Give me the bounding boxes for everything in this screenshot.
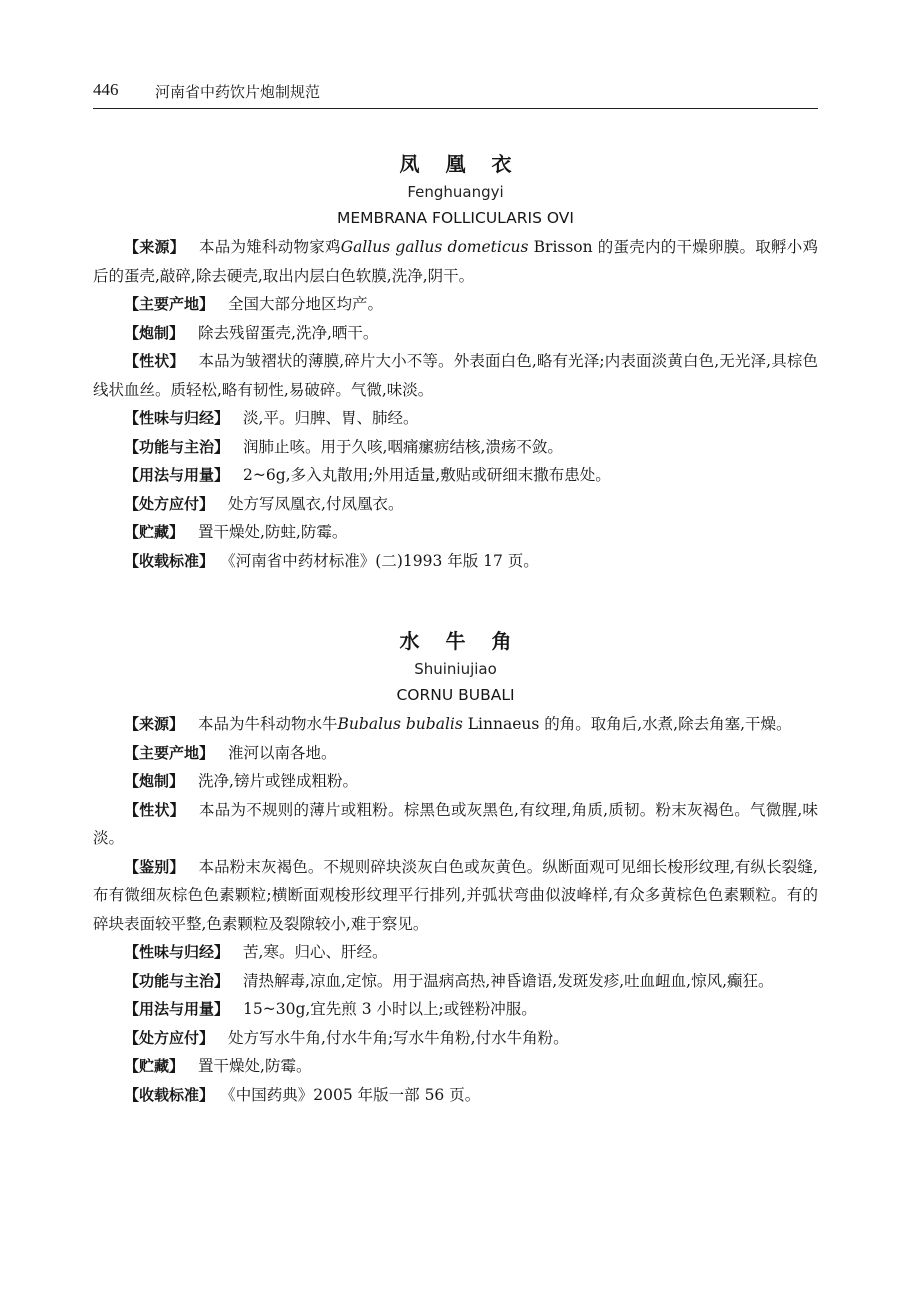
section-label: 【收载标准】 (124, 1085, 215, 1104)
section-list (93, 233, 818, 575)
section-text: Linnaeus 的角。取角后,水煮,除去角塞,干燥。 (462, 715, 792, 733)
section-property-meridian (93, 404, 818, 433)
section-label: 【处方应付】 (124, 1028, 215, 1047)
section-source (93, 710, 818, 739)
section-text: 淡,平。归脾、胃、肺经。 (243, 409, 419, 427)
section-usage-dosage (93, 461, 818, 490)
section-text: 苦,寒。归心、肝经。 (243, 943, 388, 961)
section-text: 《中国药典》2005 年版一部 56 页。 (228, 1085, 481, 1104)
section-label: 【用法与用量】 (124, 466, 230, 484)
section-text: 处方写凤凰衣,付凤凰衣。 (228, 494, 404, 513)
section-storage (93, 1052, 818, 1081)
section-label: 【处方应付】 (124, 494, 215, 513)
section-text: 2~6g,多入丸散用;外用适量,敷贴或研细末撒布患处。 (243, 466, 611, 484)
section-usage-dosage (93, 995, 818, 1024)
section-label: 【功能与主治】 (124, 971, 230, 990)
section-label: 【来源】 (124, 238, 185, 256)
section-text: 淮河以南各地。 (228, 743, 337, 762)
section-function-indication (93, 967, 818, 996)
section-text: 本品为牛科动物水牛 (198, 715, 338, 733)
section-prescription (93, 490, 818, 519)
section-text: 《河南省中药材标准》(二)1993 年版 17 页。 (228, 551, 539, 570)
section-text: 全国大部分地区均产。 (228, 295, 384, 313)
section-source (93, 233, 818, 290)
book-title: 河南省中药饮片炮制规范 (155, 83, 321, 101)
section-label: 【性状】 (124, 352, 185, 370)
section-label: 【贮藏】 (124, 1057, 185, 1075)
section-text: Brisson 的蛋壳内的干燥卵膜。取孵小鸡后的蛋壳,敲碎,除去硬壳,取出内层白色软膜,洗净,阴干。 (93, 238, 818, 285)
section-storage (93, 518, 818, 547)
section-text: 除去残留蛋壳,洗净,晒干。 (198, 323, 379, 342)
section-origin (93, 290, 818, 319)
section-text: 处方写水牛角,付水牛角;写水牛角粉,付水牛角粉。 (228, 1028, 569, 1047)
entry-pinyin: Fenghuangyi (407, 183, 504, 201)
section-text: 润肺止咳。用于久咳,咽痛瘰疬结核,溃疡不敛。 (243, 437, 563, 456)
section-text: 本品粉末灰褐色。不规则碎块淡灰白色或灰黄色。纵断面观可见细长梭形纹理,有纵长裂缝,布有微细灰棕色色素颗粒;横断面观梭形纹理平行排列,并弧状弯曲似波峰样,有众多黄棕色色素颗粒。有的碎块表面较平整,色素颗粒及裂隙较小,难于察见。 (93, 857, 818, 933)
entry-latin-name: CORNU BUBALI (396, 686, 515, 704)
section-label: 【功能与主治】 (124, 437, 230, 456)
section-origin (93, 739, 818, 768)
entry-title: 凤凰衣 (399, 152, 538, 176)
section-text: 本品为雉科动物家鸡 (198, 238, 341, 256)
scientific-name: Bubalus bubalis (337, 715, 463, 733)
section-label: 【性状】 (124, 800, 186, 819)
monograph-fenghuangyi (93, 150, 818, 575)
section-description (93, 347, 818, 404)
monograph-shuiniujiao (93, 627, 818, 1109)
section-text: 15~30g,宜先煎 3 小时以上;或锉粉冲服。 (243, 1000, 537, 1018)
section-text: 清热解毒,凉血,定惊。用于温病高热,神昏谵语,发斑发疹,吐血衄血,惊风,癫狂。 (243, 971, 774, 990)
section-description (93, 796, 818, 853)
section-label: 【炮制】 (124, 323, 185, 342)
section-identification (93, 853, 818, 939)
entry-latin-name: MEMBRANA FOLLICULARIS OVI (337, 209, 574, 227)
section-processing (93, 767, 818, 796)
section-text: 置干燥处,防霉。 (198, 1057, 312, 1075)
scientific-name: Gallus gallus dometicus (340, 238, 529, 256)
section-label: 【性味与归经】 (124, 943, 230, 961)
section-label: 【主要产地】 (124, 743, 215, 762)
running-header (93, 80, 818, 109)
section-text: 本品为不规则的薄片或粗粉。棕黑色或灰黑色,有纹理,角质,质韧。粉末灰褐色。气微腥,味淡。 (93, 800, 818, 847)
section-text: 置干燥处,防蛀,防霉。 (198, 523, 348, 541)
section-label: 【鉴别】 (124, 857, 185, 876)
section-label: 【收载标准】 (124, 551, 215, 570)
section-text: 洗净,镑片或锉成粗粉。 (198, 772, 358, 790)
section-label: 【贮藏】 (124, 523, 185, 541)
section-text: 本品为皱褶状的薄膜,碎片大小不等。外表面白色,略有光泽;内表面淡黄白色,无光泽,具棕色线状血丝。质轻松,略有韧性,易破碎。气微,味淡。 (93, 352, 818, 399)
section-label: 【来源】 (124, 715, 185, 733)
section-list (93, 710, 818, 1109)
page-number: 446 (93, 80, 119, 99)
section-label: 【炮制】 (124, 772, 185, 790)
section-label: 【主要产地】 (124, 295, 215, 313)
section-prescription (93, 1024, 818, 1053)
section-label: 【用法与用量】 (124, 1000, 230, 1018)
section-property-meridian (93, 938, 818, 967)
entry-title: 水牛角 (399, 629, 538, 653)
section-label: 【性味与归经】 (124, 409, 230, 427)
section-function-indication (93, 433, 818, 462)
section-processing (93, 319, 818, 348)
section-standard (93, 547, 818, 576)
section-standard (93, 1081, 818, 1110)
entry-pinyin: Shuiniujiao (414, 660, 497, 678)
